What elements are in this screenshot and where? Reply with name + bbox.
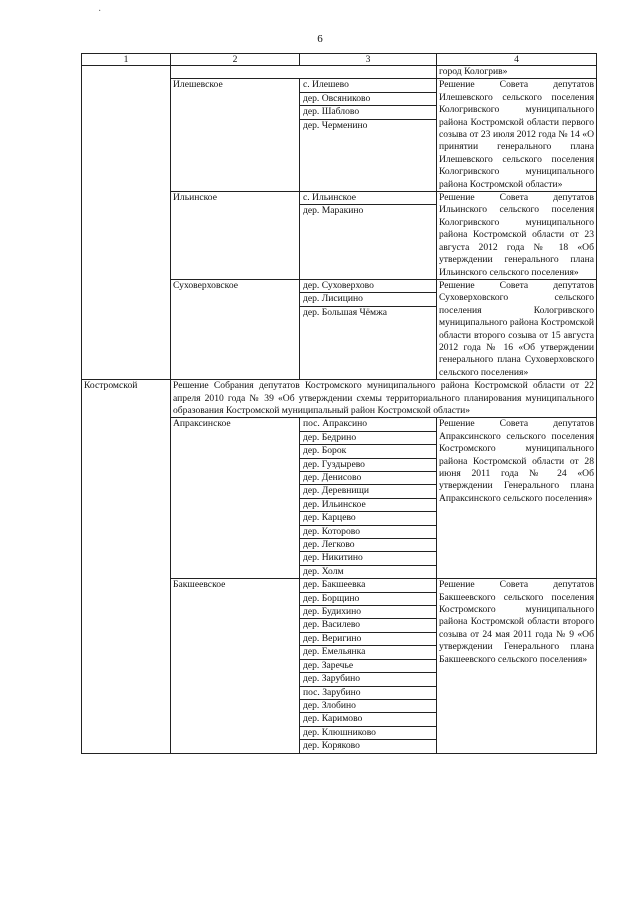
list-item: дер. Веригино (300, 632, 436, 645)
list-item: дер. Коряково (303, 740, 360, 752)
list-item: дер. Лисицино (300, 293, 436, 306)
col-header-4: 4 (437, 54, 597, 66)
decision-text: Решение Совета депутатов Апраксинского сельского поселения Костромского муниципального района Костромской области от 28 июня 2011 года № 24 «Об утверждении Генерального плана Апраксинского сельского поселения» (437, 418, 597, 579)
list-item: дер. Денисово (300, 472, 436, 485)
list-item: дер. Василево (300, 619, 436, 632)
continuation-text: город Кологрив» (437, 66, 597, 79)
page-number: 6 (317, 33, 323, 45)
settlement-name: Бакшеевское (171, 579, 300, 753)
table-row (82, 380, 597, 418)
decision-text: Решение Совета депутатов Илешевского сельского поселения Кологривского муниципального района Костромской области первого созыва от 23 июля 2012 года № 14 «О принятии генерального плана Илешевского сельского поселения Кологривского муниципального района Костромской области» (437, 79, 597, 192)
list-item: дер. Карцево (300, 512, 436, 525)
list-item: дер. Клюшниково (300, 726, 436, 739)
list-item: пос. Зарубино (300, 686, 436, 699)
settlements-table (81, 53, 597, 754)
list-item: дер. Емельянка (300, 646, 436, 659)
list-item: дер. Суховерхово (300, 280, 436, 293)
settlement-name: Илешевское (171, 79, 300, 192)
list-item: дер. Борщино (300, 592, 436, 605)
list-item: дер. Гуздырево (300, 458, 436, 471)
list-item: дер. Злобино (300, 699, 436, 712)
header-row (82, 54, 597, 66)
decision-text: Решение Совета депутатов Бакшеевского сельского поселения Костромского муниципального района Костромской области второго созыва от 24 мая 2011 года № 9 «Об утверждении Генерального плана Бакшеевского сельского поселения» (437, 579, 597, 753)
list-item: дер. Деревнищи (300, 485, 436, 498)
village-list (300, 280, 436, 319)
list-item: дер. Будихино (300, 606, 436, 619)
col-header-1: 1 (82, 54, 171, 66)
decision-text: Решение Совета депутатов Ильинского сельского поселения Кологривского муниципального района Костромской области от 23 августа 2012 года № 18 «Об утверждении генерального плана Ильинского сельского поселения» (437, 192, 597, 280)
decision-text: Решение Совета депутатов Суховерховского сельского поселения Кологривского муниципального района Костромской области второго созыва от 15 августа 2012 года № 16 «Об утверждении генерального плана Суховерховского сельского поселения» (437, 279, 597, 379)
list-item: дер. Шаблово (300, 106, 436, 119)
settlement-name: Апраксинское (171, 418, 300, 579)
list-item: дер. Борок (300, 445, 436, 458)
village-list (300, 79, 436, 132)
list-item: дер. Черменино (303, 119, 368, 131)
list-item: дер. Легково (300, 539, 436, 552)
district-decision: Решение Собрания депутатов Костромского муниципального района Костромской области от 22 апреля 2010 года № 39 «Об утверждении схемы территориального планирования муниципального образования Костромской муниципальный район Костромской области» (171, 380, 597, 418)
list-item: дер. Ильинское (300, 498, 436, 511)
list-item: дер. Бедрино (300, 431, 436, 444)
list-item: дер. Заречье (300, 659, 436, 672)
col-header-3: 3 (300, 54, 437, 66)
list-item: пос. Апраксино (300, 418, 436, 431)
scan-mark: · (98, 6, 102, 17)
list-item: дер. Каримово (300, 713, 436, 726)
district-name: Костромской (82, 380, 171, 753)
district-cell-empty (82, 66, 171, 380)
list-item: дер. Которово (300, 525, 436, 538)
list-item: дер. Овсяниково (300, 92, 436, 105)
village-list (300, 192, 436, 218)
col-header-2: 2 (171, 54, 300, 66)
list-item: с. Илешево (300, 79, 436, 92)
village-list (300, 579, 436, 752)
table-row (82, 66, 597, 79)
list-item: дер. Бакшеевка (300, 579, 436, 592)
list-item: дер. Маракино (303, 205, 364, 217)
list-item: дер. Большая Чёмжа (303, 306, 387, 318)
list-item: дер. Никитино (300, 552, 436, 565)
settlement-name: Ильинское (171, 192, 300, 280)
list-item: дер. Холм (303, 565, 344, 577)
village-list (300, 418, 436, 578)
settlement-name: Суховерховское (171, 279, 300, 379)
list-item: с. Ильинское (300, 192, 436, 205)
list-item: дер. Зарубино (300, 673, 436, 686)
